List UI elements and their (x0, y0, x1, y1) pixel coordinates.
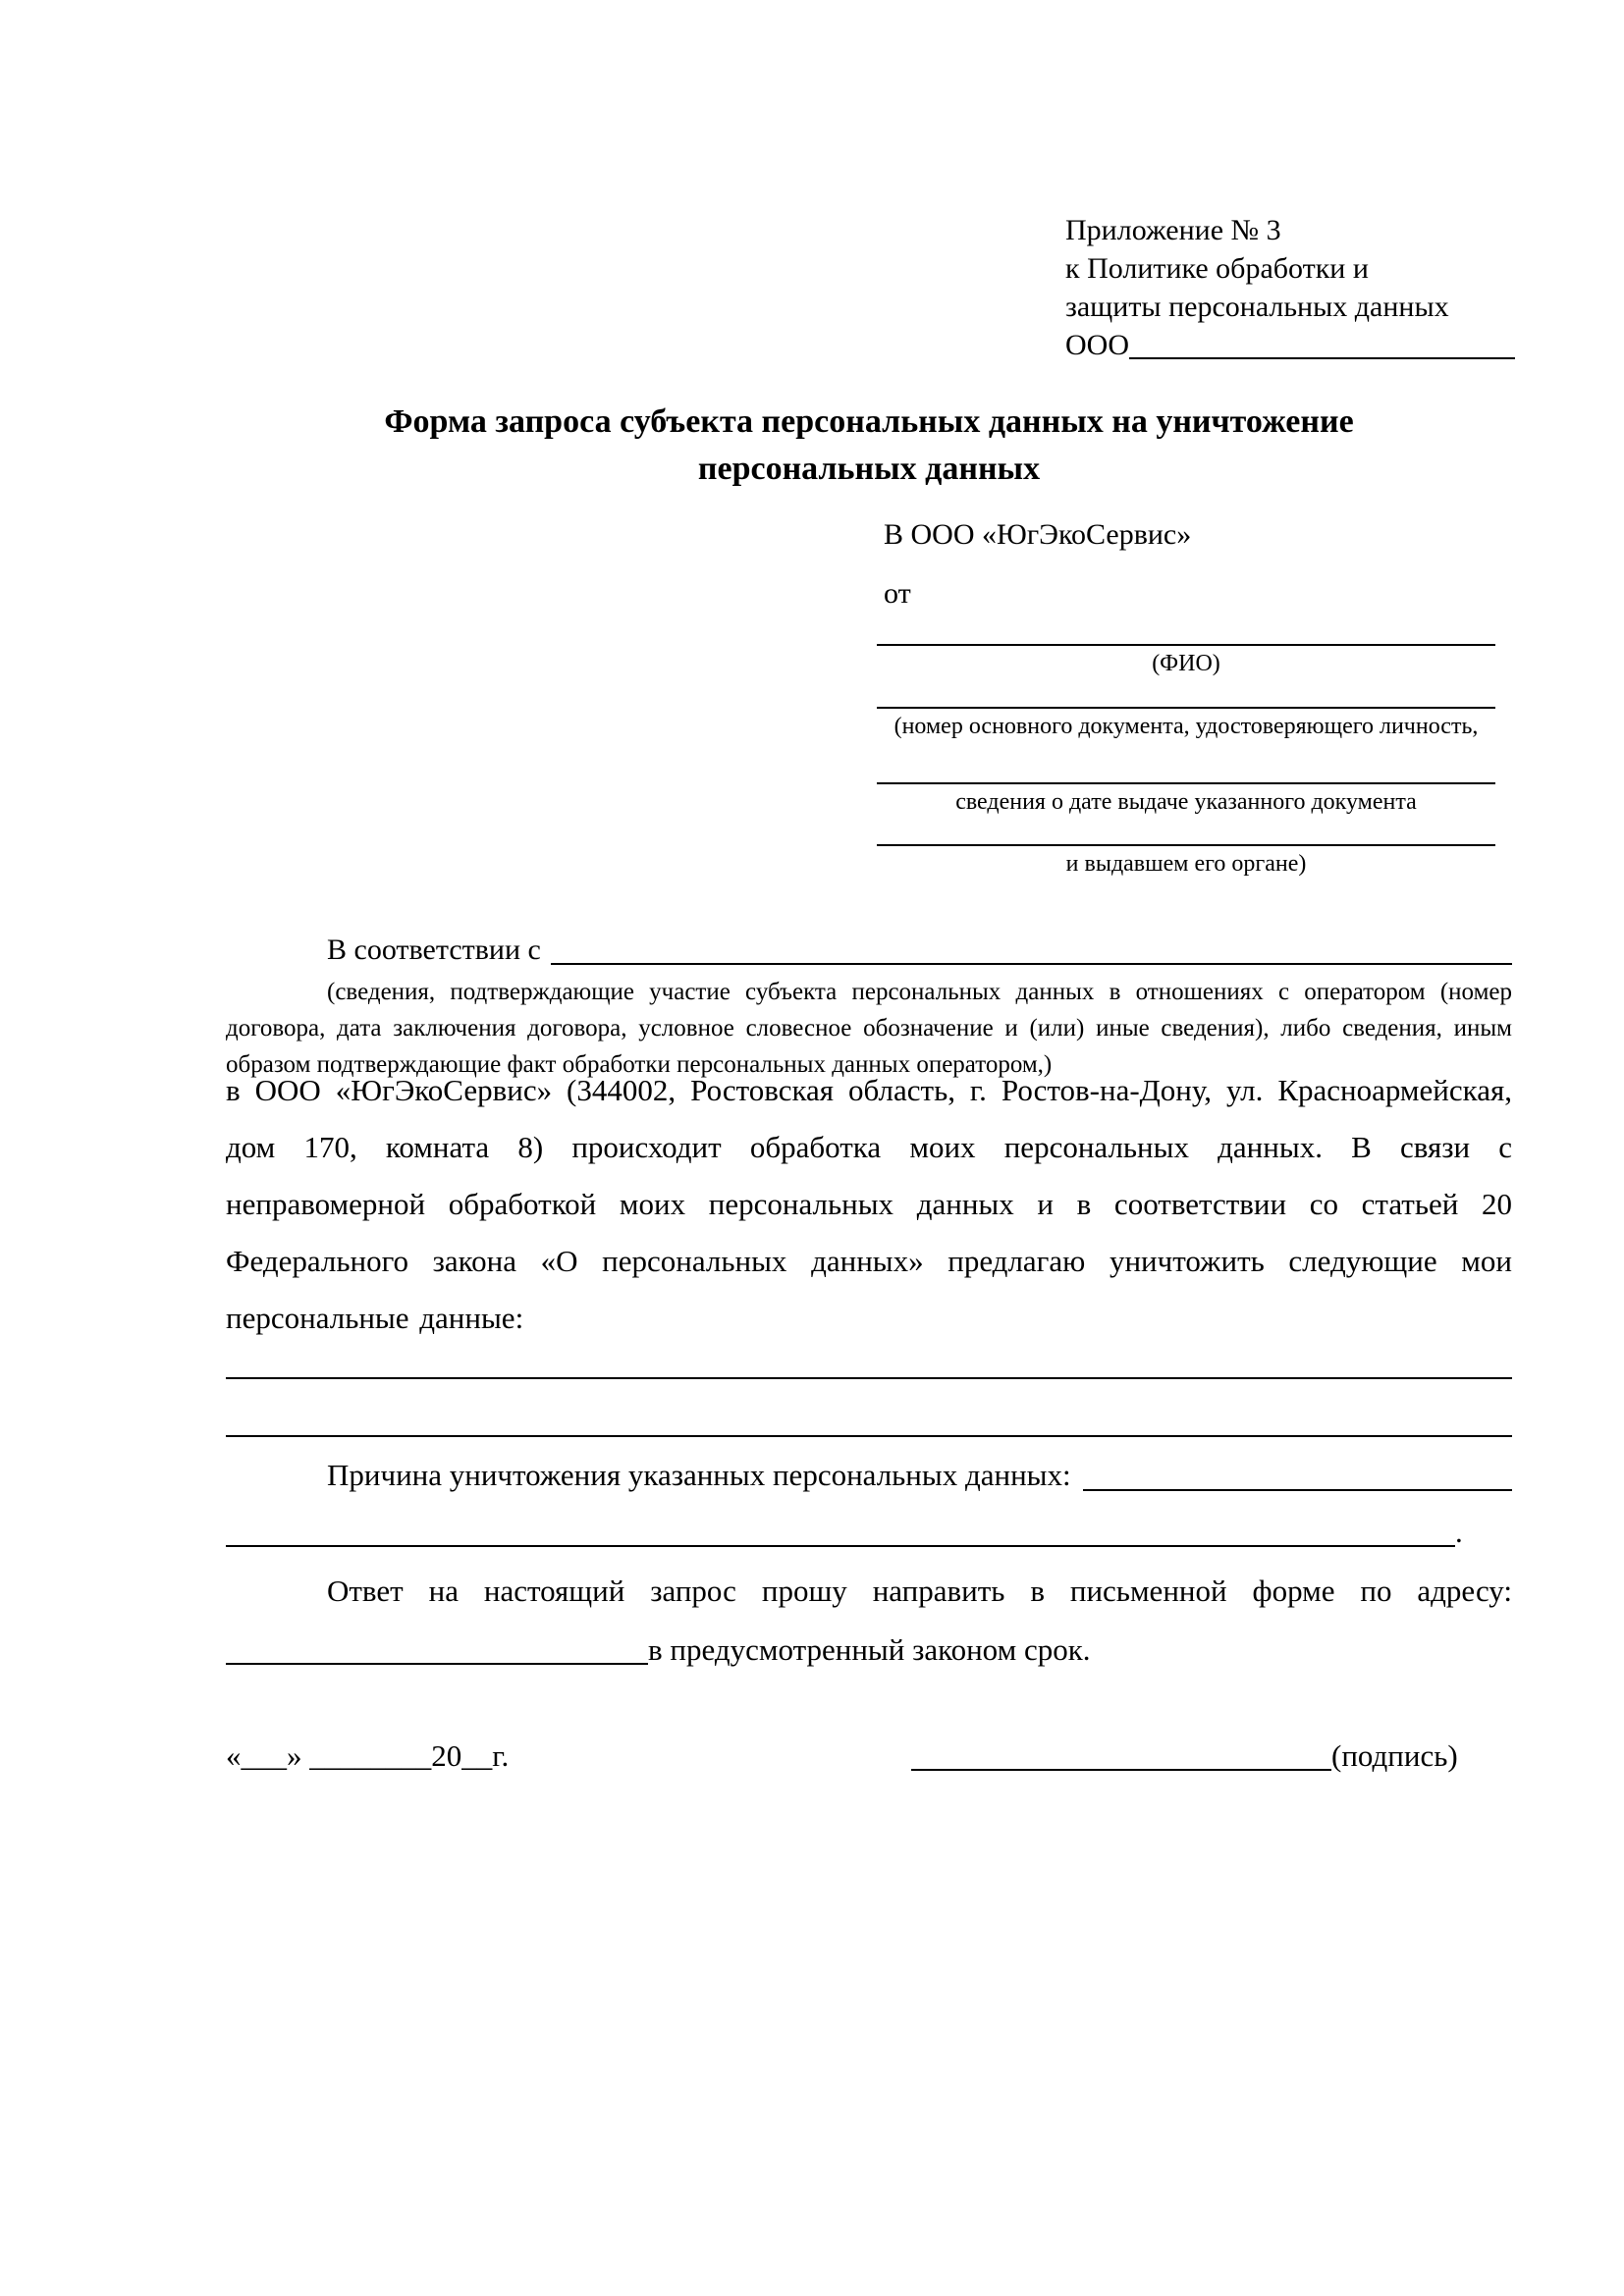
reason-continuation-blank-line (226, 1545, 1455, 1547)
signature-blank-line (911, 1769, 1331, 1771)
fio-caption: (ФИО) (1152, 651, 1220, 676)
issue-date-blank-line (877, 782, 1495, 784)
issue-date-caption: сведения о дате выдаче указанного документа (955, 789, 1417, 815)
reason-period: . (1455, 1515, 1463, 1549)
data-blank-line-1 (226, 1377, 1512, 1379)
org-name-blank-line (1129, 357, 1515, 359)
accordance-blank-line (551, 963, 1512, 965)
appendix-header (1065, 211, 1515, 364)
reason-line (226, 1455, 1512, 1496)
response-address-blank-line (226, 1663, 648, 1665)
signature-caption: (подпись) (1331, 1738, 1458, 1773)
response-term-text: в предусмотренный законом срок. (648, 1632, 1091, 1667)
paragraph-indent (226, 1455, 327, 1496)
policy-reference-line2: защиты персональных данных (1065, 291, 1449, 323)
main-paragraph: в ООО «ЮгЭкоСервис» (344002, Ростовская область, г. Ростов-на-Дону, ул. Красноармейская, дом 170, комната 8) происходит обработка моих персональных данных. В связи с неправомерной обработкой моих персональных данных и в соответствии со статьей 20 Федерального закона «О персональных данных» предлагаю уничтожить следующие мои персональные данные: (226, 1073, 1512, 1335)
appendix-number: Приложение № 3 (1065, 214, 1281, 246)
issuing-authority-blank-line (877, 844, 1495, 846)
form-title-line2: персональных данных (697, 451, 1041, 487)
form-title-line1: Форма запроса субъекта персональных данных на уничтожение (384, 403, 1354, 440)
response-request-text: Ответ на настоящий запрос прошу направить в письменной форме по адресу: (327, 1574, 1512, 1608)
reason-continuation-line (226, 1512, 1512, 1553)
accordance-line (226, 931, 1512, 970)
policy-reference-line1: к Политике обработки и (1065, 252, 1369, 285)
signature-block (911, 1735, 1481, 1777)
response-address-line (226, 1629, 1512, 1671)
accordance-note: (сведения, подтверждающие участие субъекта персональных данных в отношениях с оператором (номер договора, дата заключения договора, условное словесное обозначение и (или) иные сведения), либо сведения, иным образом подтверждающие факт обработки персональных данных оператором,) (226, 979, 1512, 1078)
addressee-to: В ООО «ЮгЭкоСервис» (884, 518, 1192, 551)
data-blank-line-2 (226, 1435, 1512, 1437)
addressee-from-label: от (884, 577, 911, 610)
issuing-authority-caption: и выдавшем его органе) (1065, 851, 1307, 877)
fio-blank-line (877, 644, 1495, 646)
org-name-line (1065, 326, 1515, 364)
paragraph-indent (226, 931, 327, 970)
org-prefix: ООО (1065, 329, 1129, 361)
document-number-blank-line (877, 707, 1495, 709)
accordance-label: В соответствии с (327, 934, 541, 966)
date-fill-line: «___» ________20__г. (226, 1738, 510, 1773)
form-title (226, 399, 1512, 493)
document-number-caption: (номер основного документа, удостоверяющего личность, (893, 714, 1479, 739)
reason-blank-line (1083, 1489, 1512, 1491)
reason-label: Причина уничтожения указанных персональных данных: (327, 1458, 1071, 1492)
